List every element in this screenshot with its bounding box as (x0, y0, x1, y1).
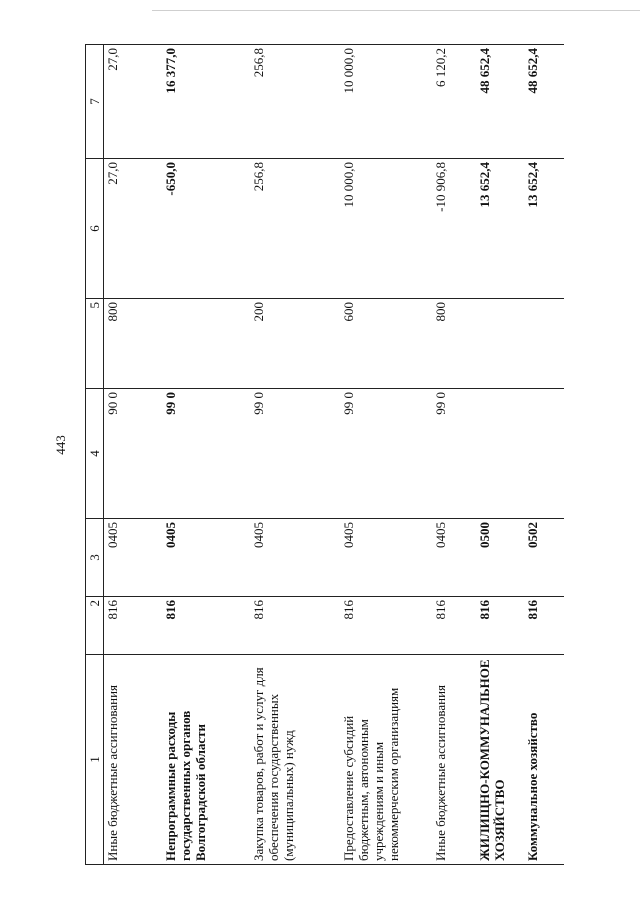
table-row (476, 45, 524, 865)
row-target: 99 0 (432, 389, 476, 519)
row-total: 48 652,4 (476, 45, 524, 159)
row-section: 0405 (162, 519, 250, 597)
row-type (162, 299, 250, 389)
row-change: 256,8 (250, 159, 340, 299)
budget-table (85, 44, 564, 865)
row-target: 99 0 (340, 389, 432, 519)
row-total: 10 000,0 (340, 45, 432, 159)
row-total: 256,8 (250, 45, 340, 159)
row-type: 800 (104, 299, 162, 389)
row-target (476, 389, 524, 519)
header-col-7: 7 (86, 45, 104, 159)
row-change: 13 652,4 (524, 159, 564, 299)
row-section: 0405 (432, 519, 476, 597)
row-name: Иные бюджетные ассигнования (432, 655, 476, 865)
table-row (432, 45, 476, 865)
table-row (524, 45, 564, 865)
row-change: 10 000,0 (340, 159, 432, 299)
row-total: 16 377,0 (162, 45, 250, 159)
page-number: 443 (53, 435, 68, 455)
header-col-6: 6 (86, 159, 104, 299)
row-total: 48 652,4 (524, 45, 564, 159)
row-code: 816 (250, 597, 340, 655)
row-section: 0500 (476, 519, 524, 597)
row-type: 800 (432, 299, 476, 389)
row-change: 27,0 (104, 159, 162, 299)
header-col-2: 2 (86, 597, 104, 655)
row-type (476, 299, 524, 389)
row-total: 6 120,2 (432, 45, 476, 159)
table-row (250, 45, 340, 865)
row-target (524, 389, 564, 519)
table-header-row (86, 45, 104, 865)
header-col-3: 3 (86, 519, 104, 597)
header-col-4: 4 (86, 389, 104, 519)
row-section: 0502 (524, 519, 564, 597)
row-section: 0405 (340, 519, 432, 597)
table-row (340, 45, 432, 865)
row-name: Непрограммные расходы государственных органов Волгоградской области (162, 655, 250, 865)
row-code: 816 (340, 597, 432, 655)
row-change: -650,0 (162, 159, 250, 299)
row-code: 816 (104, 597, 162, 655)
row-section: 0405 (250, 519, 340, 597)
row-total: 27,0 (104, 45, 162, 159)
header-col-1: 1 (86, 655, 104, 865)
row-code: 816 (476, 597, 524, 655)
table-row (104, 45, 162, 865)
top-rule (152, 10, 640, 11)
row-name: Предоставление субсидий бюджетным, автономным учреждениям и иным некоммерческим организациям (340, 655, 432, 865)
header-col-5: 5 (86, 299, 104, 389)
row-name: ЖИЛИЩНО-КОММУНАЛЬНОЕ ХОЗЯЙСТВО (476, 655, 524, 865)
row-code: 816 (524, 597, 564, 655)
row-type: 200 (250, 299, 340, 389)
row-name: Закупка товаров, работ и услуг для обеспечения государственных (муниципальных) нужд (250, 655, 340, 865)
row-type: 600 (340, 299, 432, 389)
row-target: 90 0 (104, 389, 162, 519)
row-type (524, 299, 564, 389)
row-target: 99 0 (162, 389, 250, 519)
row-change: -10 906,8 (432, 159, 476, 299)
row-section: 0405 (104, 519, 162, 597)
row-name: Иные бюджетные ассигнования (104, 655, 162, 865)
row-name: Коммунальное хозяйство (524, 655, 564, 865)
row-code: 816 (162, 597, 250, 655)
row-code: 816 (432, 597, 476, 655)
row-target: 99 0 (250, 389, 340, 519)
table-row (162, 45, 250, 865)
rotated-page (45, 25, 590, 865)
row-change: 13 652,4 (476, 159, 524, 299)
